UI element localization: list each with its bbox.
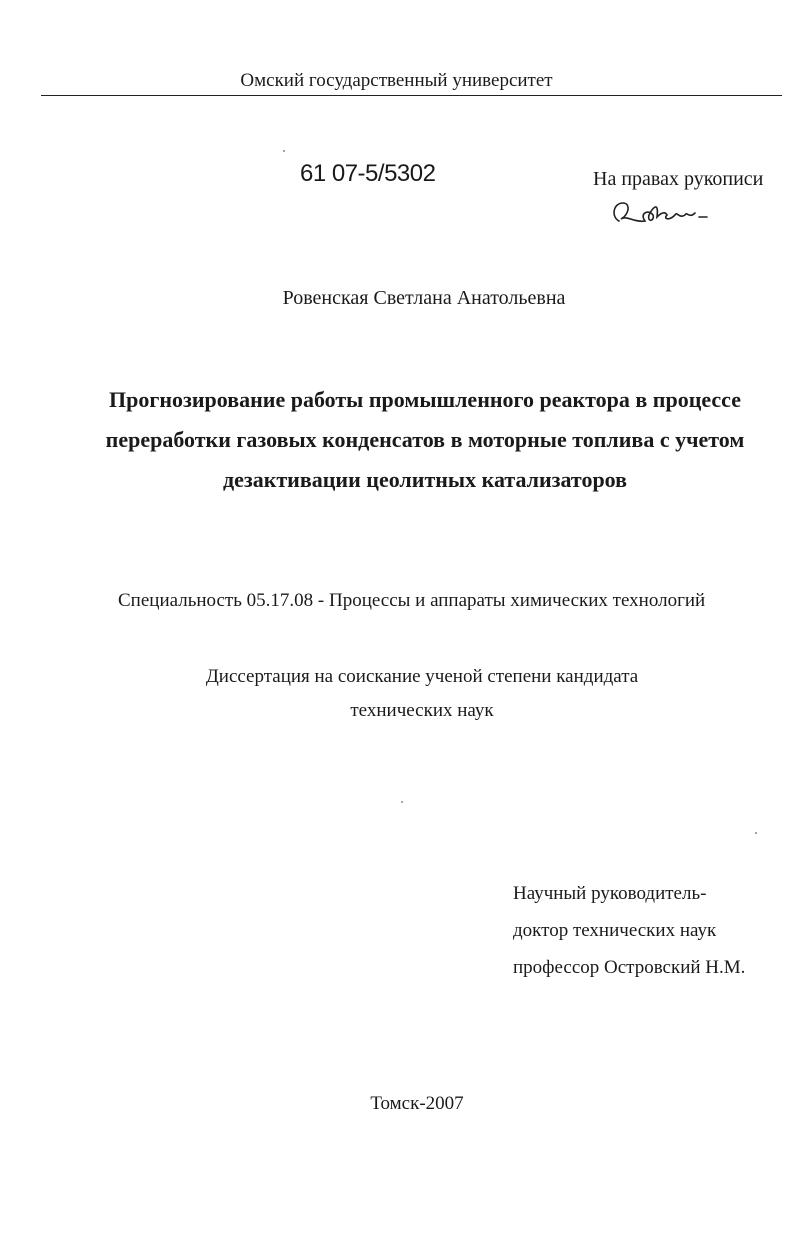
scan-speck — [401, 801, 403, 803]
author-name: Ровенская Светлана Анатольевна — [282, 287, 566, 309]
specialty: Специальность 05.17.08 - Процессы и аппараты химических технологий — [118, 590, 706, 611]
supervisor-name: профессор Островский Н.М. — [513, 957, 746, 978]
title-line: переработки газовых конденсатов в моторные топлива с учетом — [105, 427, 745, 452]
title-line: дезактивации цеолитных катализаторов — [222, 467, 628, 492]
supervisor-block — [513, 875, 745, 986]
dissertation-title — [60, 380, 790, 500]
degree-statement — [0, 660, 793, 728]
handwritten-signature — [605, 193, 715, 233]
archive-code: 61 07-5/5302 — [300, 160, 436, 187]
manuscript-rights-note: На правах рукописи — [593, 168, 764, 190]
scan-speck — [755, 832, 757, 834]
degree-line: технических наук — [350, 700, 494, 721]
supervisor-degree: доктор технических наук — [513, 920, 717, 941]
header-divider — [41, 95, 782, 96]
university-name: Омский государственный университет — [240, 70, 553, 91]
city-year: Томск-2007 — [370, 1093, 464, 1114]
title-line: Прогнозирование работы промышленного реактора в процессе — [109, 387, 741, 412]
degree-line: Диссертация на соискание ученой степени кандидата — [205, 666, 639, 687]
supervisor-role: Научный руководитель- — [513, 883, 707, 904]
scan-speck — [283, 150, 285, 152]
